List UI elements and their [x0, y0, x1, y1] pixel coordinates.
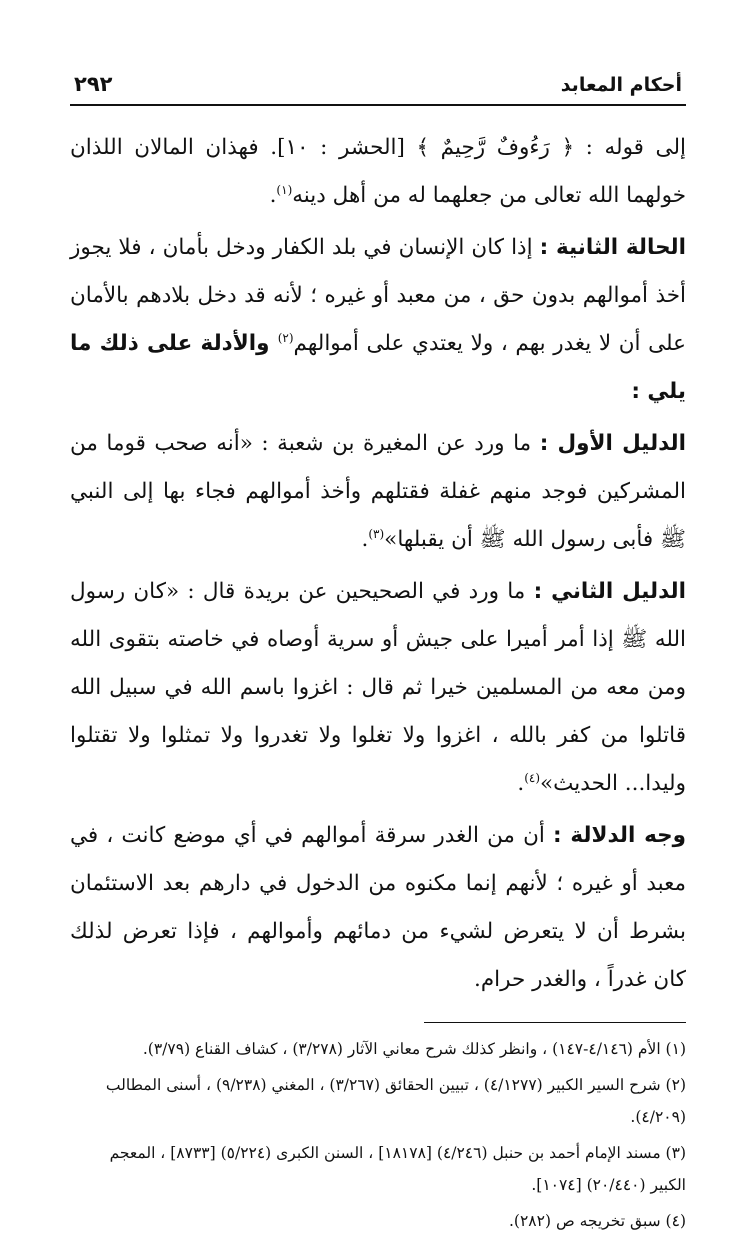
- paragraph-2-text: إذا كان الإنسان في بلد الكفار ودخل بأمان ، فلا يجوز أخذ أموالهم بدون حق ، من معبد أو غيره ؛ لأنه قد دخل بلادهم بالأمان على أن لا يغدر بهم ، ولا يعتدي على أموالهم: [70, 235, 687, 356]
- paragraph-5-heading: وجه الدلالة :: [552, 823, 687, 848]
- page-number: ٢٩٢: [74, 72, 113, 96]
- paragraph-3-heading: الدليل الأول :: [539, 431, 687, 456]
- paragraph-4: الدليل الثاني : ما ورد في الصحيحين عن بريدة قال : «كان رسول الله ﷺ إذا أمر أميرا على جيش أو سرية أوصاه في خاصته بتقوى الله ومن معه من المسلمين خيرا ثم قال : اغزوا باسم الله في سبيل الله قاتلوا من كفر بالله ، اغزوا ولا تغلوا ولا تغدروا ولا تمثلوا ولا تقتلوا وليدا... الحديث»$^{(٤)}$.: [70, 579, 686, 796]
- book-title: أحكام المعابد: [560, 74, 682, 96]
- footnote-ref-4: (٤): [524, 770, 541, 785]
- footnote-ref-3: (٣): [368, 526, 385, 541]
- paragraph-1: إلى قوله : ﴿ رَءُوفٌ رَّحِيمٌ ﴾ [الحشر : ١٠]. فهذان المالان اللذان خولهما الله تعالى من جعلهما له من أهل دينه$^{(١)}$.: [70, 135, 686, 208]
- footnote-3: (٣) مسند الإمام أحمد بن حنبل (٤/٢٤٦) [١٨١٧٨] ، السنن الكبرى (٥/٢٢٤) [٨٧٣٣] ، المعجم الكبير (٢٠/٤٤٠) [١٠٧٤].: [109, 1144, 686, 1194]
- footnotes: [70, 1033, 686, 1237]
- running-header: [70, 60, 686, 106]
- paragraph-1-text: إلى قوله : ﴿ رَءُوفٌ رَّحِيمٌ ﴾ [الحشر : ١٠]. فهذان المالان اللذان خولهما الله تعالى من جعلهما له من أهل دينه: [70, 135, 686, 208]
- paragraph-4-heading: الدليل الثاني :: [533, 579, 686, 604]
- book-page: [70, 60, 687, 1230]
- paragraph-2-tail: والأدلة على ذلك ما يلي :: [70, 331, 686, 404]
- paragraph-3-text: ما ورد عن المغيرة بن شعبة : «أنه صحب قوما من المشركين فوجد منهم غفلة فقتلهم وأخذ أموالهم فجاء بها إلى النبي ﷺ فأبى رسول الله ﷺ أن يقبلها»: [70, 431, 686, 552]
- footnote-1: (١) الأم (٤/١٤٦-١٤٧) ، وانظر كذلك شرح معاني الآثار (٣/٢٧٨) ، كشاف القناع (٣/٧٩).: [142, 1040, 686, 1058]
- paragraph-2: [70, 224, 686, 416]
- paragraph-2-heading: الحالة الثانية :: [539, 235, 687, 260]
- main-text: [70, 124, 686, 1004]
- footnote-4: (٤) سبق تخريجه ص (٢٨٢).: [509, 1212, 686, 1230]
- footnote-divider: [424, 1022, 686, 1023]
- footnote-2: (٢) شرح السير الكبير (٤/١٢٧٧) ، تبيين الحقائق (٣/٢٦٧) ، المغني (٩/٢٣٨) ، أسنى المطالب (٤/٢٠٩).: [105, 1076, 686, 1126]
- paragraph-5-text: أن من الغدر سرقة أموالهم في أي موضع كانت ، في معبد أو غيره ؛ لأنهم إنما مكنوه من الدخول في دارهم بعد الاستئمان بشرط أن لا يتعرض لشيء من دمائهم وأموالهم ، فإذا تعرض لذلك كان غدراً ، والغدر حرام.: [70, 823, 686, 992]
- footnote-ref-1: (١): [276, 182, 293, 197]
- paragraph-4-text: ما ورد في الصحيحين عن بريدة قال : «كان رسول الله ﷺ إذا أمر أميرا على جيش أو سرية أوصاه في خاصته بتقوى الله ومن معه من المسلمين خيرا ثم قال : اغزوا باسم الله في سبيل الله قاتلوا من كفر بالله ، اغزوا ولا تغلوا ولا تغدروا ولا تمثلوا ولا تقتلوا وليدا... الحديث»: [70, 579, 686, 796]
- paragraph-5: [70, 812, 686, 1004]
- paragraph-3: الدليل الأول : ما ورد عن المغيرة بن شعبة : «أنه صحب قوما من المشركين فوجد منهم غفلة فقتلهم وأخذ أموالهم فجاء بها إلى النبي ﷺ فأبى رسول الله ﷺ أن يقبلها»$^{(٣)}$.: [70, 431, 687, 552]
- footnote-ref-2: (٢): [277, 330, 294, 345]
